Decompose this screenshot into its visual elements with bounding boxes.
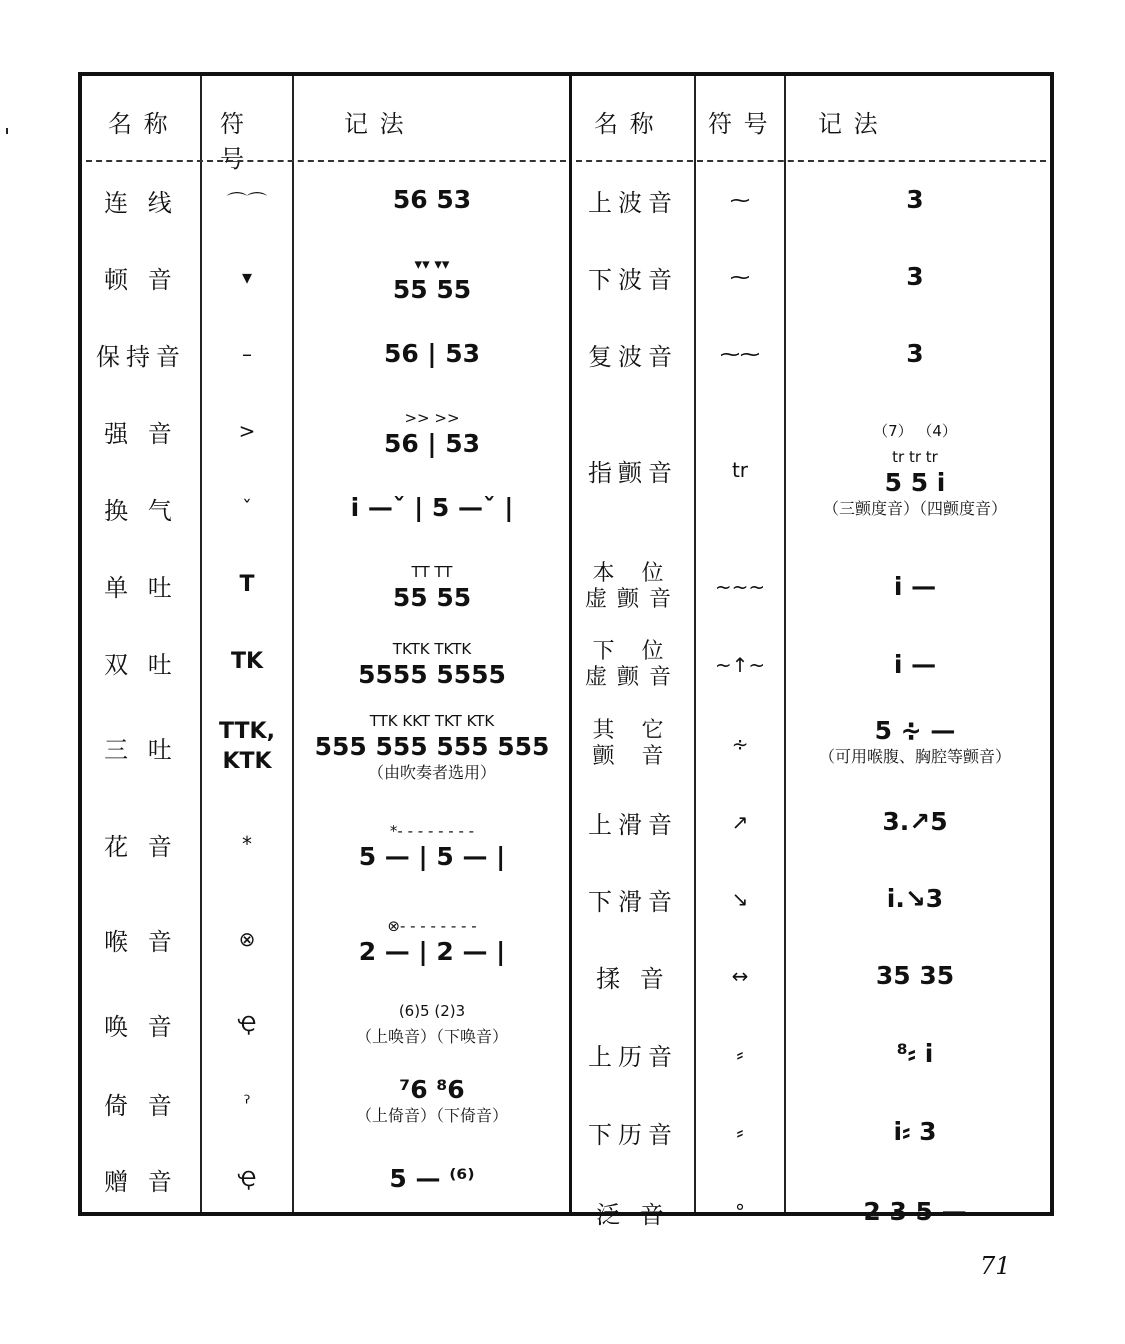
row-symbol [202, 624, 292, 700]
row-symbol [202, 470, 292, 546]
row-name-text: 下历音 [588, 1120, 678, 1149]
row-name-line: 虚颤音 [584, 665, 681, 690]
row-symbol-text: ⌒⌒ [227, 189, 267, 214]
notation-line: 56 | 53 [383, 339, 481, 368]
row-name-text: 上滑音 [588, 810, 678, 839]
table-row [82, 238, 570, 316]
row-symbol [202, 794, 292, 894]
row-name [82, 316, 200, 392]
row-symbol-text: ˀ [243, 1091, 251, 1115]
row-symbol [202, 700, 292, 794]
row-notation [294, 546, 570, 624]
table-row [572, 784, 1050, 860]
header-notation: 记 法 [344, 110, 406, 138]
row-symbol-text: TK [230, 649, 264, 674]
row-symbol-text: ~↑~ [714, 653, 766, 677]
table-row [572, 1094, 1050, 1170]
row-symbol-text: * [242, 832, 252, 856]
notation-line: ⊗- - - - - - - - [387, 917, 477, 935]
row-notation [294, 794, 570, 894]
row-name-text: 下波音 [588, 265, 678, 294]
notation-line: i⸗ 3 [893, 1117, 937, 1146]
notation-line: 3.↗5 [882, 807, 948, 836]
row-symbol-line: KTK [222, 749, 272, 774]
row-notation [294, 392, 570, 470]
notation-line: i.↘3 [886, 884, 944, 913]
row-name-text: 强 音 [104, 419, 178, 448]
table-row [572, 316, 1050, 392]
notation-line: ⁷6 ⁸6 [399, 1075, 465, 1104]
table-row [82, 316, 570, 392]
row-notation [294, 470, 570, 546]
row-name [572, 1094, 694, 1170]
row-symbol-text: ⊗ [238, 927, 256, 951]
row-notation [294, 316, 570, 392]
row-notation [786, 1094, 1044, 1170]
right-half [572, 76, 1050, 1229]
row-name [82, 894, 200, 984]
row-symbol-text: Ҿ [237, 1012, 257, 1036]
notation-line: 2 3 5 — [863, 1197, 967, 1226]
row-name [572, 316, 694, 392]
row-symbol-text: ↘ [731, 887, 749, 911]
row-symbol [696, 1170, 784, 1254]
row-name-text: 喉 音 [104, 927, 178, 956]
notation-line: 55 55 [392, 275, 472, 304]
table-row [82, 894, 570, 984]
notation-line: 5 — | 5 — | [358, 842, 506, 871]
row-notation [786, 704, 1044, 784]
table-row [82, 470, 570, 546]
row-name-line: 颤 音 [592, 744, 674, 769]
header-symbol: 符 号 [708, 110, 770, 138]
notation-line: 3 [906, 262, 924, 291]
row-name-line: 其 它 [592, 718, 674, 743]
notation-line: tr tr tr [892, 448, 938, 466]
row-name [82, 238, 200, 316]
row-symbol [202, 984, 292, 1064]
table-row [82, 624, 570, 700]
row-notation [294, 624, 570, 700]
notation-line: ⁸⸗ i [896, 1039, 934, 1068]
notation-line: （上唤音）（下唤音） [355, 1027, 508, 1046]
row-name [572, 704, 694, 784]
row-symbol-text: – [242, 342, 252, 366]
row-symbol [696, 392, 784, 548]
notation-line: 2 — | 2 — | [358, 937, 506, 966]
header-name: 名 称 [594, 110, 656, 138]
row-symbol-text: tr [731, 458, 749, 482]
notation-line: （可用喉腹、胸腔等颤音） [818, 747, 1011, 766]
row-symbol [696, 1094, 784, 1170]
row-name [82, 794, 200, 894]
notation-line: 5 — ⁽⁶⁾ [389, 1164, 475, 1193]
margin-mark [6, 128, 8, 134]
row-notation [294, 1142, 570, 1216]
table-row [572, 238, 1050, 316]
row-symbol [202, 162, 292, 238]
row-notation [786, 626, 1044, 704]
row-name-text: 复波音 [588, 342, 678, 371]
row-symbol [696, 860, 784, 938]
row-symbol [202, 1064, 292, 1142]
row-name [572, 392, 694, 548]
row-name-text: 花 音 [104, 832, 178, 861]
table-row [82, 392, 570, 470]
row-name-text: 赠 音 [104, 1167, 178, 1196]
row-name-text: 保持音 [96, 342, 186, 371]
row-symbol [202, 316, 292, 392]
row-symbol-text: ° [735, 1200, 745, 1224]
row-name [572, 860, 694, 938]
row-symbol [696, 704, 784, 784]
row-notation [294, 700, 570, 794]
row-notation [294, 984, 570, 1064]
row-name-text: 下滑音 [588, 887, 678, 916]
notation-line: 56 53 [392, 185, 472, 214]
notation-line: 55 55 [392, 583, 472, 612]
notation-line: TTK KKT TKT KTK [369, 712, 495, 730]
table-row [572, 860, 1050, 938]
row-name [572, 938, 694, 1014]
row-symbol-text: ⁓ [730, 188, 750, 212]
row-name [82, 624, 200, 700]
row-symbol [202, 238, 292, 316]
row-name-line: 下 位 [592, 639, 674, 664]
table-row [572, 162, 1050, 238]
notation-line: *- - - - - - - - [389, 822, 475, 840]
notation-line: 5555 5555 [358, 660, 506, 689]
notation-line: i —ˇ | 5 —ˇ | [350, 493, 514, 522]
notation-line: （7） （4） [873, 422, 957, 440]
table-row [82, 794, 570, 894]
row-name-text: 指颤音 [588, 458, 678, 487]
notation-line: TKTK TKTK [392, 640, 472, 658]
row-symbol [696, 626, 784, 704]
row-name-text: 泛 音 [596, 1200, 670, 1229]
notation-line: (6)5 (2)3 [398, 1002, 466, 1020]
row-name [572, 548, 694, 626]
row-name-text: 三 吐 [104, 735, 178, 764]
notation-line: （上倚音）（下倚音） [355, 1106, 508, 1125]
row-symbol-text: Ҿ [237, 1167, 257, 1191]
row-symbol-text: ↗ [731, 810, 749, 834]
notation-line: 3 [906, 339, 924, 368]
notation-line: i — [893, 572, 937, 601]
row-name-text: 连 线 [104, 188, 178, 217]
left-header [82, 76, 570, 173]
row-symbol [696, 316, 784, 392]
row-symbol [696, 162, 784, 238]
row-notation [294, 238, 570, 316]
row-symbol-text: ~~~ [714, 575, 766, 599]
notation-line: 5 5 i [884, 468, 946, 497]
row-symbol-text: ⸗ [736, 1119, 744, 1144]
row-name-text: 双 吐 [104, 650, 178, 679]
table-row [572, 1014, 1050, 1094]
header-name: 名 称 [108, 110, 170, 138]
row-symbol-text: ∻ [731, 732, 749, 756]
header-symbol: 符 号 [220, 110, 246, 173]
row-name-text: 唤 音 [104, 1012, 178, 1041]
notation-line: 35 35 [875, 961, 955, 990]
row-notation [294, 1064, 570, 1142]
row-symbol [202, 546, 292, 624]
row-name-text: 上波音 [588, 188, 678, 217]
row-name [572, 784, 694, 860]
row-symbol-text: ˇ [242, 496, 252, 520]
row-notation [294, 162, 570, 238]
row-notation [786, 784, 1044, 860]
table-row [82, 1064, 570, 1142]
row-name-text: 上历音 [588, 1042, 678, 1071]
row-name-text: 揉 音 [596, 964, 670, 993]
row-symbol-line: TTK, [219, 719, 275, 744]
row-notation [786, 938, 1044, 1014]
table-row [572, 1170, 1050, 1254]
row-name [572, 626, 694, 704]
row-name [82, 984, 200, 1064]
row-notation [786, 392, 1044, 548]
row-notation [294, 894, 570, 984]
row-name [82, 392, 200, 470]
page-number: 71 [980, 1252, 1011, 1280]
row-notation [786, 238, 1044, 316]
row-name [572, 238, 694, 316]
row-symbol [202, 1142, 292, 1216]
row-name [82, 546, 200, 624]
row-name [82, 1064, 200, 1142]
row-name [82, 700, 200, 794]
row-name-text: 换 气 [104, 496, 178, 525]
notation-table [78, 72, 1054, 1229]
row-name [82, 470, 200, 546]
row-notation [786, 548, 1044, 626]
notation-line: i — [893, 650, 937, 679]
table-row [572, 938, 1050, 1014]
row-symbol-text: ⸗ [736, 1041, 744, 1066]
row-symbol-text: ↔ [731, 964, 749, 988]
row-symbol [696, 938, 784, 1014]
row-symbol [696, 238, 784, 316]
row-symbol-text: > [238, 419, 256, 443]
table-row [572, 626, 1050, 704]
row-symbol [202, 392, 292, 470]
notation-line: >> >> [404, 409, 460, 427]
row-symbol [696, 1014, 784, 1094]
table-row [572, 548, 1050, 626]
notation-line: （由吹奏者选用） [367, 763, 496, 782]
row-notation [786, 860, 1044, 938]
notation-line: 555 555 555 555 [314, 732, 550, 761]
table-row [572, 392, 1050, 548]
notation-line: 56 | 53 [383, 429, 481, 458]
table-row [572, 704, 1050, 784]
row-name [572, 1170, 694, 1254]
row-name-text: 倚 音 [104, 1091, 178, 1120]
notation-line: 5 ∻ — [874, 716, 956, 745]
row-name [82, 1142, 200, 1216]
row-name-line: 本 位 [592, 561, 674, 586]
row-name [572, 1014, 694, 1094]
table-row [82, 984, 570, 1064]
row-symbol-text: T [239, 572, 255, 597]
row-notation [786, 316, 1044, 392]
row-symbol [202, 894, 292, 984]
header-notation: 记 法 [818, 110, 880, 138]
row-name-text: 单 吐 [104, 573, 178, 602]
notation-line: 3 [906, 185, 924, 214]
left-half [82, 76, 570, 1212]
row-notation [786, 1170, 1044, 1254]
notation-line: ▾▾ ▾▾ [414, 255, 450, 273]
notation-line: （三颤度音）（四颤度音） [822, 499, 1007, 518]
row-notation [786, 1014, 1044, 1094]
row-notation [786, 162, 1044, 238]
notation-line: TT TT [411, 563, 453, 581]
row-symbol [696, 548, 784, 626]
row-name-text: 顿 音 [104, 265, 178, 294]
row-symbol-text: ⁓⁓ [720, 342, 760, 366]
right-header [572, 76, 1050, 162]
table-row [82, 162, 570, 238]
row-symbol-text: ▾ [241, 265, 253, 289]
table-row [82, 700, 570, 794]
table-row [82, 1142, 570, 1216]
row-name [82, 162, 200, 238]
table-row [82, 546, 570, 624]
row-symbol-text: ⁓ [730, 265, 750, 289]
row-name-line: 虚颤音 [584, 587, 681, 612]
row-name [572, 162, 694, 238]
row-symbol [696, 784, 784, 860]
